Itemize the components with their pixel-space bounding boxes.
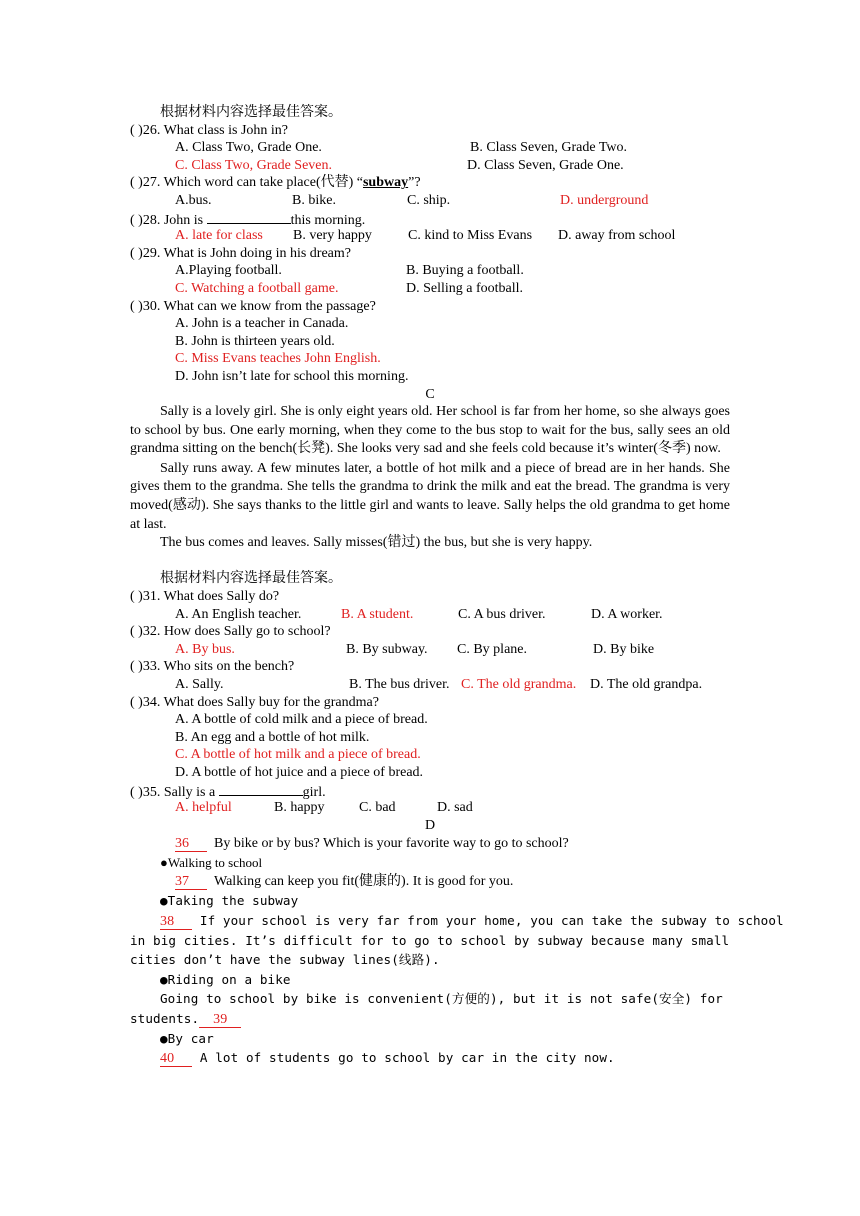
d-heading-walking-text: ●Walking to school	[160, 855, 263, 871]
d-heading-bike	[130, 970, 730, 990]
document-page	[130, 104, 784, 1068]
d-line-37	[130, 872, 730, 891]
q35-prefix: ( )35. Sally is a	[130, 784, 219, 800]
question-29: ( )29. What is John doing in his dream?	[130, 245, 351, 261]
q28-blank	[207, 210, 291, 224]
q35-options	[130, 799, 730, 817]
q26-option-a: A. Class Two, Grade One.	[175, 140, 322, 156]
q30-option-b: B. John is thirteen years old.	[175, 333, 335, 349]
q27-option-b: B. bike.	[292, 192, 336, 208]
q27-keyword: subway	[362, 175, 409, 191]
q35-option-c: C. bad	[359, 800, 396, 816]
q35-blank	[219, 782, 303, 796]
q28-prefix: ( )28. John is	[130, 212, 207, 228]
q32-option-c: C. By plane.	[457, 641, 527, 657]
q28-option-a: A. late for class	[175, 228, 263, 244]
question-32: ( )32. How does Sally go to school?	[130, 624, 331, 640]
q29-option-d: D. Selling a football.	[406, 280, 524, 296]
q32-option-d: D. By bike	[593, 641, 655, 657]
d-line-36	[130, 834, 730, 853]
passage-c-paragraph-1: Sally is a lovely girl. She is only eight years old. Her school is far from her home, so she always goes to school by bus. One early morning, when they come to the bus stop to wait for the bus, sally sees an old grandma sitting on the bench(长凳). She looks very sad and she feels cold because it’s winter(冬季) now.	[130, 404, 730, 457]
d-line-38a	[130, 911, 784, 931]
q34-option-b: B. An egg and a bottle of hot milk.	[175, 729, 370, 745]
q33-option-c: C. The old grandma.	[461, 677, 577, 692]
q28-option-d: D. away from school	[558, 228, 676, 244]
q35-option-a: A. helpful	[175, 800, 232, 816]
q32-option-b: B. By subway.	[346, 641, 428, 657]
q28-options	[130, 227, 730, 245]
question-26: ( )26. What class is John in?	[130, 122, 288, 138]
d-text-36: By bike or by bus? Which is your favorite way to go to school?	[214, 836, 569, 852]
q27-option-a: A.bus.	[175, 192, 212, 208]
q33-option-d: D. The old grandpa.	[590, 677, 703, 692]
blank-38: 38	[160, 915, 192, 930]
section-d-letter: D	[424, 817, 436, 833]
d-text-37: Walking can keep you fit(健康的). It is good for you.	[214, 874, 514, 890]
q27-option-c: C. ship.	[407, 192, 451, 208]
q33-option-b: B. The bus driver.	[349, 677, 450, 692]
d-heading-subway-text: ●Taking the subway	[160, 893, 299, 909]
q26-option-d: D. Class Seven, Grade One.	[467, 157, 624, 173]
q30-option-d: D. John isn’t late for school this morning.	[175, 368, 409, 384]
q34-option-a: A. A bottle of cold milk and a piece of bread.	[175, 712, 428, 728]
q31-option-a: A. An English teacher.	[175, 606, 302, 622]
spacer	[130, 553, 730, 571]
question-33: ( )33. Who sits on the bench?	[130, 659, 295, 675]
d-heading-car	[130, 1029, 730, 1049]
d-line-39b	[130, 1009, 730, 1029]
section-c-letter: C	[425, 386, 435, 402]
d-line-40	[130, 1048, 730, 1068]
section-b-instruction: 根据材料内容选择最佳答案。	[160, 105, 342, 120]
q27-option-d: D. underground	[560, 192, 649, 208]
q30-option-c: C. Miss Evans teaches John English.	[175, 351, 381, 367]
question-35	[130, 782, 730, 800]
q29-options-row1	[130, 262, 730, 280]
question-34: ( )34. What does Sally buy for the grandma?	[130, 694, 379, 710]
q34-option-d: D. A bottle of hot juice and a piece of bread.	[175, 764, 424, 780]
question-28	[130, 210, 730, 228]
q33-option-a: A. Sally.	[175, 677, 224, 692]
blank-36: 36	[175, 837, 207, 852]
q29-options-row2	[130, 280, 730, 298]
q32-option-a: A. By bus.	[175, 641, 235, 657]
blank-40: 40	[160, 1052, 192, 1067]
d-heading-subway	[130, 891, 730, 911]
q27-prefix: ( )27. Which word can take place(代替) “	[130, 175, 363, 191]
q29-option-b: B. Buying a football.	[406, 263, 524, 279]
d-heading-walking	[130, 853, 730, 872]
q31-options	[130, 606, 730, 624]
q30-option-a: A. John is a teacher in Canada.	[175, 316, 349, 332]
q35-option-d: D. sad	[437, 800, 473, 816]
q27-options	[130, 192, 730, 210]
d-text-39a: Going to school by bike is convenient(方便的), but it is not safe(安全) for	[160, 991, 723, 1007]
q34-option-c: C. A bottle of hot milk and a piece of bread.	[175, 747, 421, 763]
q28-option-c: C. kind to Miss Evans	[408, 228, 533, 244]
d-text-38a: If your school is very far from your home, you can take the subway to school	[199, 912, 784, 928]
q26-options-row2	[130, 157, 730, 175]
d-heading-car-text: ●By car	[160, 1030, 214, 1046]
q28-option-b: B. very happy	[293, 228, 372, 244]
q35-option-b: B. happy	[274, 800, 325, 816]
blank-39: 39	[199, 1013, 241, 1028]
q26-option-c: C. Class Two, Grade Seven.	[175, 157, 333, 173]
q31-option-c: C. A bus driver.	[458, 606, 546, 622]
q28-suffix: this morning.	[290, 212, 366, 228]
q32-options	[130, 641, 730, 659]
question-27	[130, 174, 730, 192]
q31-option-b: B. A student.	[341, 606, 414, 622]
q29-option-c: C. Watching a football game.	[175, 280, 339, 296]
d-text-39b: students.	[130, 1010, 200, 1026]
q27-suffix: ”?	[408, 175, 421, 191]
passage-c-paragraph-2: Sally runs away. A few minutes later, a bottle of hot milk and a piece of bread are in her hands. She gives them to the grandma. She tells the grandma to drink the milk and eat the bread. The grandma is very moved(感动). She says thanks to the little girl and wants to leave. Sally helps the old grandma to get home at last.	[130, 460, 730, 532]
q29-option-a: A.Playing football.	[175, 263, 282, 279]
q26-options-row1	[130, 139, 730, 157]
blank-37: 37	[175, 875, 207, 890]
q31-option-d: D. A worker.	[591, 606, 663, 622]
d-text-38c: cities don’t have the subway lines(线路).	[130, 952, 440, 968]
d-text-40: A lot of students go to school by car in the city now.	[199, 1050, 615, 1066]
q26-option-b: B. Class Seven, Grade Two.	[470, 140, 628, 156]
question-31: ( )31. What does Sally do?	[130, 589, 280, 605]
question-30: ( )30. What can we know from the passage?	[130, 298, 376, 314]
d-heading-bike-text: ●Riding on a bike	[160, 971, 291, 987]
d-text-38b: in big cities. It’s difficult for to go to school by subway because many small	[130, 932, 730, 948]
q33-options	[130, 676, 730, 694]
passage-c-paragraph-3: The bus comes and leaves. Sally misses(错过) the bus, but she is very happy.	[160, 535, 593, 551]
q35-suffix: girl.	[302, 784, 326, 800]
section-c-instruction: 根据材料内容选择最佳答案。	[160, 571, 342, 587]
